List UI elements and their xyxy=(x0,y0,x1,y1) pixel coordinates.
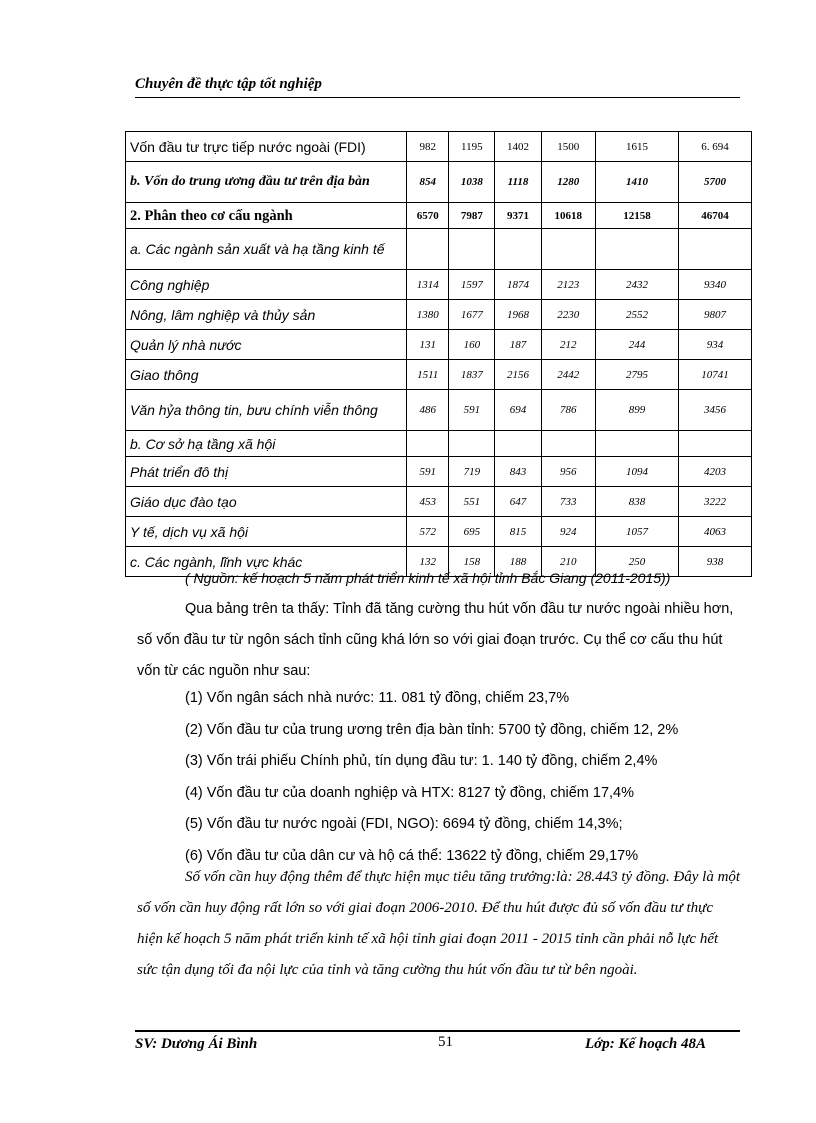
row-value: 1402 xyxy=(495,132,541,162)
row-value: 210 xyxy=(541,547,595,577)
row-value: 2123 xyxy=(541,270,595,300)
row-value: 2156 xyxy=(495,360,541,390)
table-source-note: ( Nguồn: kế hoạch 5 năm phát triển kinh tế xã hội tỉnh Bắc Giang (2011-2015)) xyxy=(185,570,671,586)
table-row xyxy=(126,330,752,360)
row-value: 1410 xyxy=(595,162,678,203)
paragraph-conclusion: Số vốn cần huy động thêm để thực hiện mục tiêu tăng trưởng:là: 28.443 tỷ đồng. Đây là một số vốn cần huy động rất lớn so với giai đoạn 2006-2010. Để thu hút được đủ số vốn đầu tư thực hiện kế hoạch 5 năm phát triển kinh tế xã hội tỉnh giai đoạn 2011 - 2015 tỉnh cần phải nỗ lực hết sức tận dụng tối đa nội lực của tỉnh và tăng cường thu hút vốn đầu tư từ bên ngoài. xyxy=(137,869,741,978)
row-value: 815 xyxy=(495,517,541,547)
row-value: 1280 xyxy=(541,162,595,203)
row-value: 4063 xyxy=(679,517,752,547)
row-value: 647 xyxy=(495,487,541,517)
table-row xyxy=(126,203,752,229)
row-value: 187 xyxy=(495,330,541,360)
row-value xyxy=(595,431,678,457)
table-row xyxy=(126,360,752,390)
table-row xyxy=(126,517,752,547)
row-value: 3456 xyxy=(679,390,752,431)
row-value: 1874 xyxy=(495,270,541,300)
row-value: 2552 xyxy=(595,300,678,330)
row-value: 1597 xyxy=(449,270,495,300)
row-value: 843 xyxy=(495,457,541,487)
row-value: 1094 xyxy=(595,457,678,487)
investment-table xyxy=(125,131,752,577)
list-item: (2) Vốn đầu tư của trung ương trên địa bàn tỉnh: 5700 tỷ đồng, chiếm 12, 2% xyxy=(185,721,679,738)
row-value: 694 xyxy=(495,390,541,431)
row-value xyxy=(541,431,595,457)
row-value: 982 xyxy=(407,132,449,162)
row-value: 5700 xyxy=(679,162,752,203)
row-value: 1677 xyxy=(449,300,495,330)
row-value: 3222 xyxy=(679,487,752,517)
list-item: (4) Vốn đầu tư của doanh nghiệp và HTX: 8127 tỷ đồng, chiếm 17,4% xyxy=(185,784,635,801)
row-value: 160 xyxy=(449,330,495,360)
list-item: (5) Vốn đầu tư nước ngoài (FDI, NGO): 6694 tỷ đồng, chiếm 14,3%; xyxy=(185,816,623,832)
row-value: 212 xyxy=(541,330,595,360)
row-value: 2432 xyxy=(595,270,678,300)
paragraph-analysis: Qua bảng trên ta thấy: Tỉnh đã tăng cường thu hút vốn đầu tư nước ngoài nhiều hơn, số vốn đầu tư từ ngôn sách tỉnh cũng khá lớn so với giai đoạn trước. Cụ thể cơ cấu thu hút vốn từ các nguồn như sau: xyxy=(137,601,734,679)
table-row xyxy=(126,300,752,330)
row-value xyxy=(449,431,495,457)
row-value: 1615 xyxy=(595,132,678,162)
footer-student: SV: Dương Ái Bình xyxy=(135,1036,258,1052)
row-value: 10741 xyxy=(679,360,752,390)
row-value: 733 xyxy=(541,487,595,517)
row-value xyxy=(407,229,449,270)
row-value: 1314 xyxy=(407,270,449,300)
row-value: 1837 xyxy=(449,360,495,390)
header-divider xyxy=(135,97,740,98)
table-row xyxy=(126,457,752,487)
row-value xyxy=(449,229,495,270)
table-row xyxy=(126,162,752,203)
row-value: 956 xyxy=(541,457,595,487)
row-value: 786 xyxy=(541,390,595,431)
row-value xyxy=(679,431,752,457)
row-value: 9807 xyxy=(679,300,752,330)
row-value: 9340 xyxy=(679,270,752,300)
row-value: 934 xyxy=(679,330,752,360)
row-value: 1195 xyxy=(449,132,495,162)
row-value: 131 xyxy=(407,330,449,360)
row-value: 12158 xyxy=(595,203,678,229)
row-value: 899 xyxy=(595,390,678,431)
row-label: b. Cơ sở hạ tầng xã hội xyxy=(126,431,407,457)
row-label: Phát triển đô thị xyxy=(126,457,407,487)
row-label: a. Các ngành sản xuất và hạ tầng kinh tế xyxy=(126,229,407,270)
table-row xyxy=(126,431,752,457)
row-value: 854 xyxy=(407,162,449,203)
row-value: 1968 xyxy=(495,300,541,330)
row-label: Giao thông xyxy=(126,360,407,390)
row-value: 2230 xyxy=(541,300,595,330)
row-value: 46704 xyxy=(679,203,752,229)
row-label: c. Các ngành, lĩnh vực khác xyxy=(126,547,407,577)
row-label: Công nghiệp xyxy=(126,270,407,300)
row-value: 695 xyxy=(449,517,495,547)
row-value: 2795 xyxy=(595,360,678,390)
row-value: 572 xyxy=(407,517,449,547)
row-value: 6. 694 xyxy=(679,132,752,162)
row-value: 1038 xyxy=(449,162,495,203)
table-row xyxy=(126,132,752,162)
row-value: 1380 xyxy=(407,300,449,330)
row-value: 250 xyxy=(595,547,678,577)
row-value: 591 xyxy=(449,390,495,431)
row-value xyxy=(541,229,595,270)
row-value xyxy=(679,229,752,270)
row-value: 1511 xyxy=(407,360,449,390)
row-value xyxy=(495,431,541,457)
row-label: Văn hỷa thông tin, bưu chính viễn thông xyxy=(126,390,407,431)
row-label: Nông, lâm nghiệp và thủy sản xyxy=(126,300,407,330)
row-value: 2442 xyxy=(541,360,595,390)
row-value: 551 xyxy=(449,487,495,517)
row-value: 1500 xyxy=(541,132,595,162)
row-value: 1118 xyxy=(495,162,541,203)
row-label: b. Vốn do trung ương đầu tư trên địa bàn xyxy=(126,162,407,203)
row-value: 924 xyxy=(541,517,595,547)
row-value: 938 xyxy=(679,547,752,577)
row-value: 4203 xyxy=(679,457,752,487)
row-label: Y tế, dịch vụ xã hội xyxy=(126,517,407,547)
row-label: 2. Phân theo cơ cấu ngành xyxy=(126,203,407,229)
row-label: Quản lý nhà nước xyxy=(126,330,407,360)
row-value: 1057 xyxy=(595,517,678,547)
footer-class: Lớp: Kế hoạch 48A xyxy=(585,1036,706,1052)
page-number: 51 xyxy=(438,1034,453,1050)
row-value: 188 xyxy=(495,547,541,577)
list-item: (3) Vốn trái phiếu Chính phủ, tín dụng đầu tư: 1. 140 tỷ đồng, chiếm 2,4% xyxy=(185,753,658,769)
table-row xyxy=(126,270,752,300)
row-value: 719 xyxy=(449,457,495,487)
row-label: Giáo dục đào tạo xyxy=(126,487,407,517)
row-value: 10618 xyxy=(541,203,595,229)
list-item: (1) Vốn ngân sách nhà nước: 11. 081 tỷ đồng, chiếm 23,7% xyxy=(185,690,570,706)
table-row xyxy=(126,487,752,517)
row-value xyxy=(595,229,678,270)
row-value: 132 xyxy=(407,547,449,577)
row-value xyxy=(407,431,449,457)
row-value: 158 xyxy=(449,547,495,577)
table-row xyxy=(126,229,752,270)
table-row xyxy=(126,390,752,431)
row-value: 838 xyxy=(595,487,678,517)
funding-source-list xyxy=(185,683,678,872)
row-value: 244 xyxy=(595,330,678,360)
row-label: Vốn đầu tư trực tiếp nước ngoài (FDI) xyxy=(126,132,407,162)
row-value: 591 xyxy=(407,457,449,487)
list-item: (6) Vốn đầu tư của dân cư và hộ cá thể: 13622 tỷ đồng, chiếm 29,17% xyxy=(185,847,639,864)
row-value: 486 xyxy=(407,390,449,431)
footer-divider xyxy=(135,1030,740,1032)
row-value: 453 xyxy=(407,487,449,517)
row-value xyxy=(495,229,541,270)
row-value: 6570 xyxy=(407,203,449,229)
row-value: 9371 xyxy=(495,203,541,229)
row-value: 7987 xyxy=(449,203,495,229)
page-header-title: Chuyên đề thực tập tốt nghiệp xyxy=(135,76,322,92)
